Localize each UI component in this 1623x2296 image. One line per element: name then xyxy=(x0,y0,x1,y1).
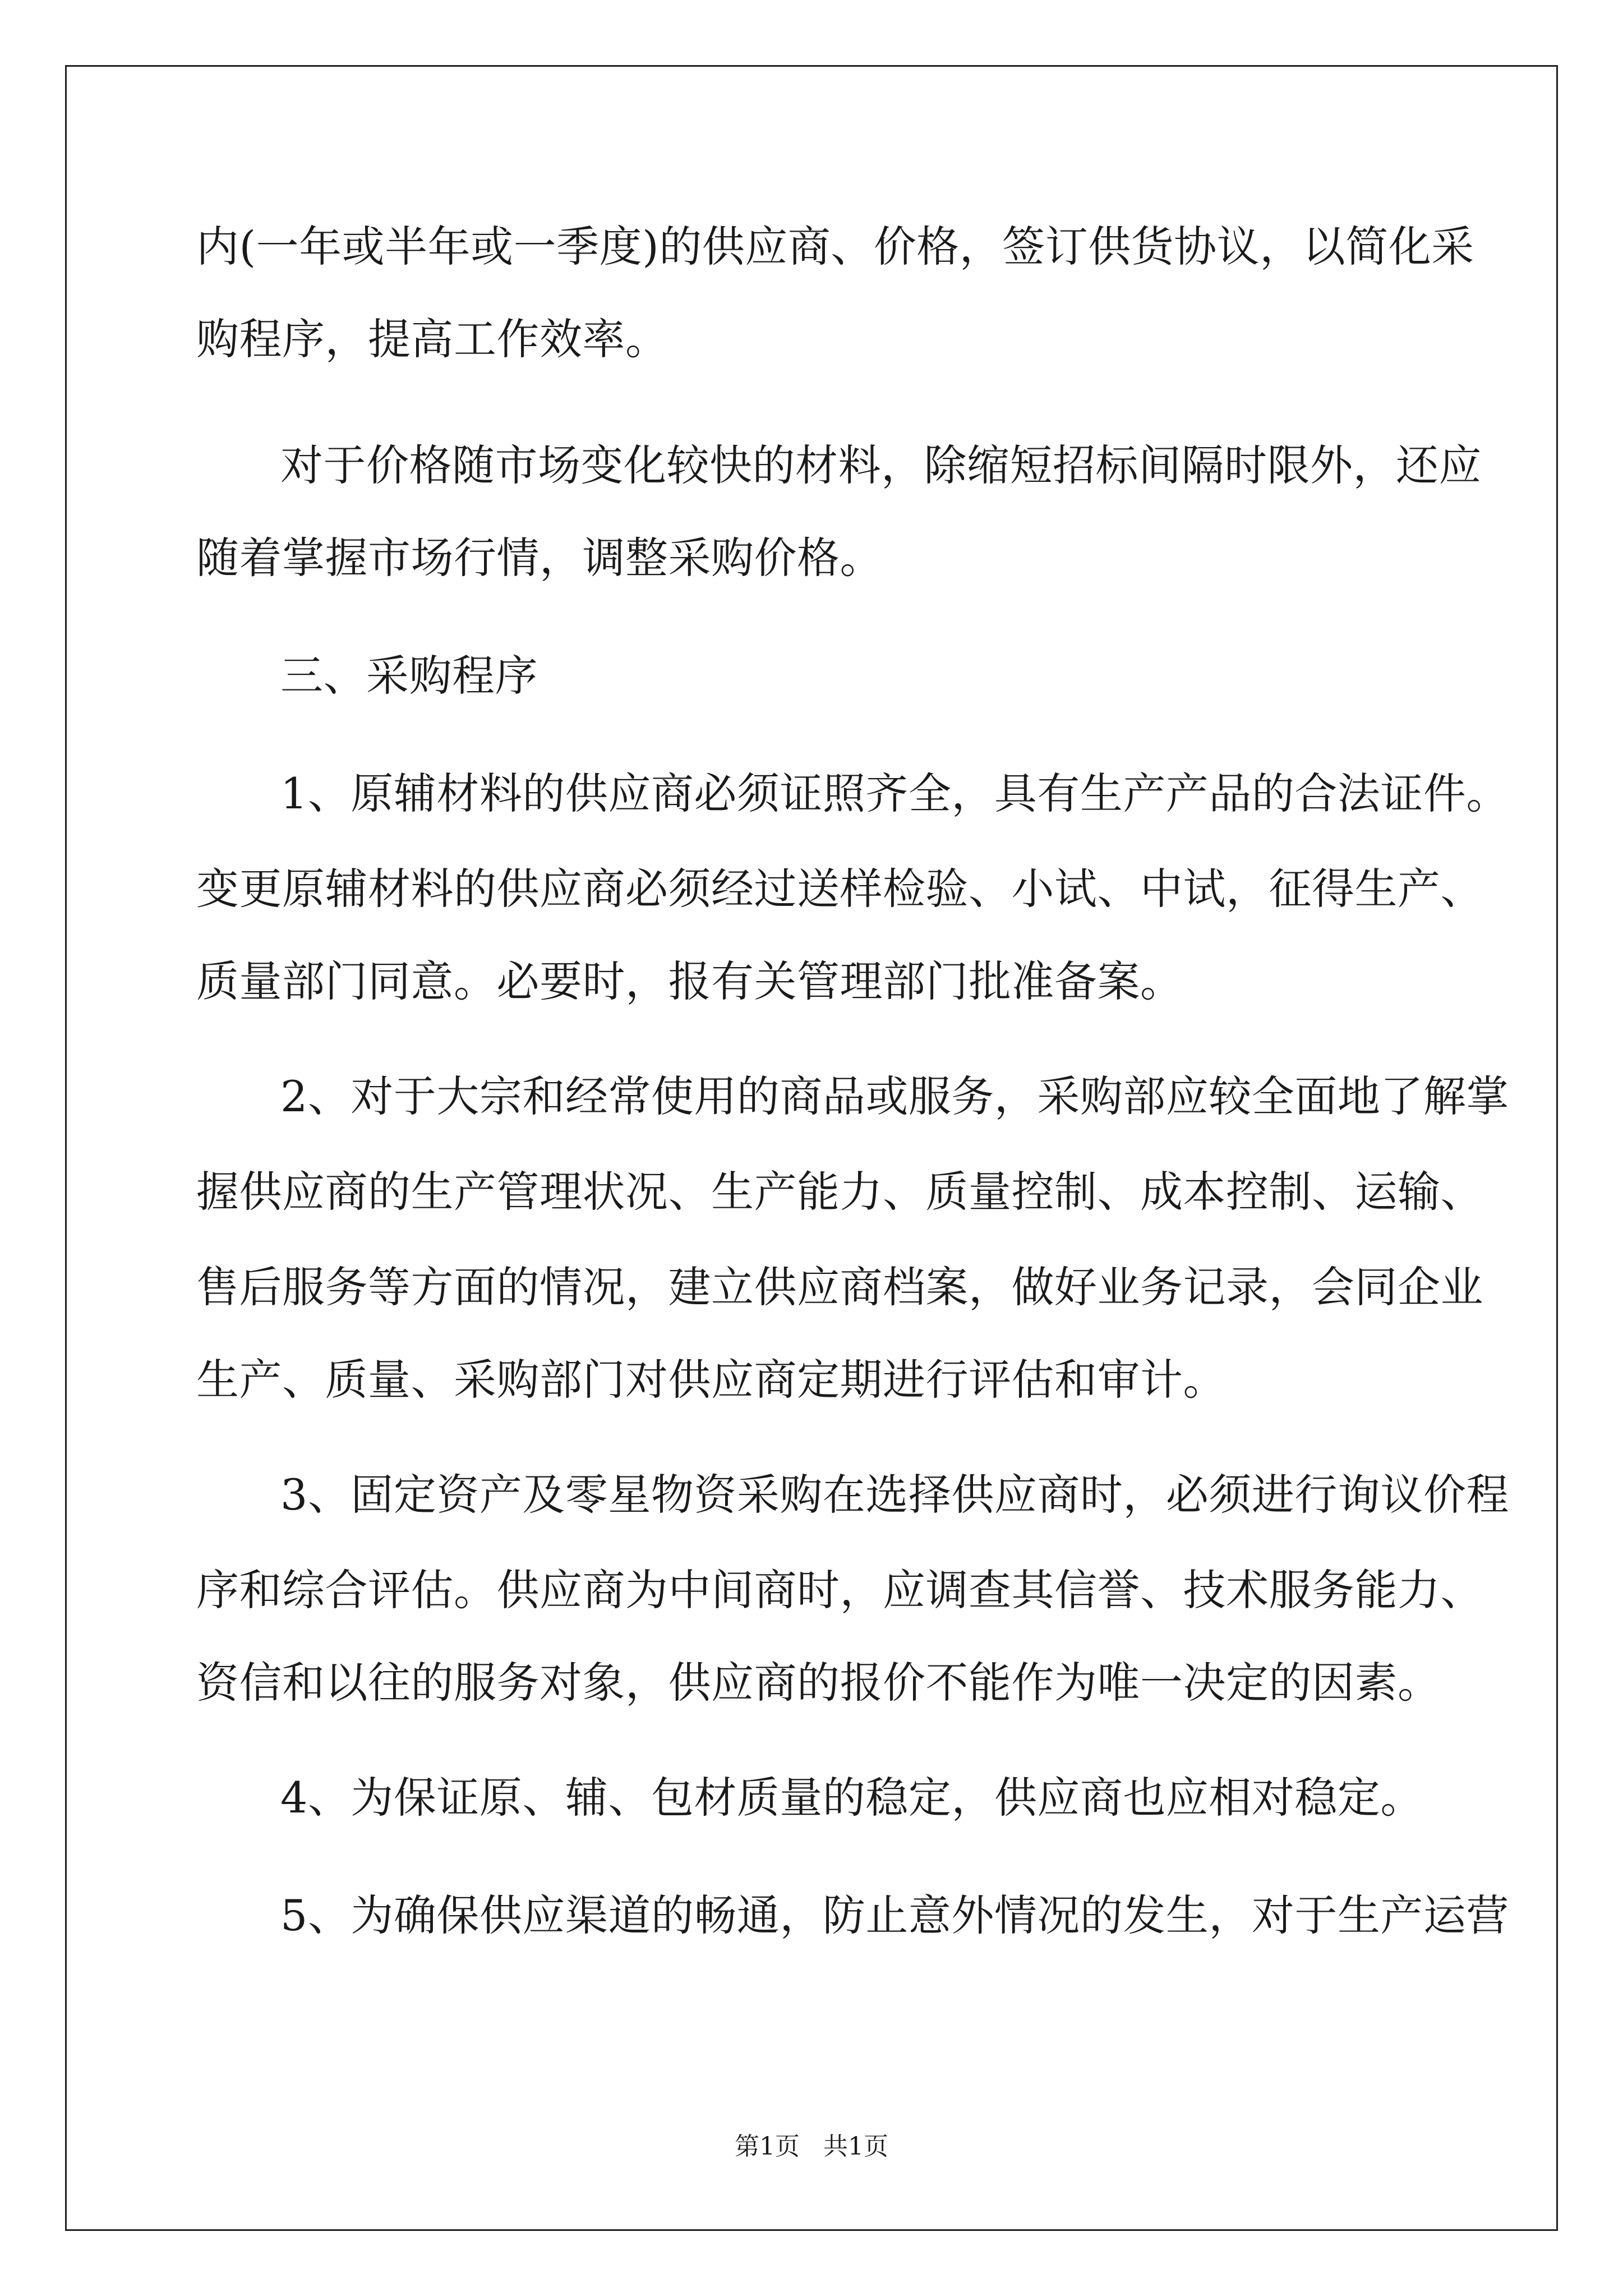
text-line: 3、固定资产及零星物资采购在选择供应商时，必须进行询议价程 xyxy=(280,1470,1509,1520)
text-line: 资信和以往的服务对象，供应商的报价不能作为唯一决定的因素。 xyxy=(196,1658,1441,1708)
text-line: 变更原辅材料的供应商必须经过送样检验、小试、中试，征得生产、 xyxy=(196,864,1483,914)
text-line: 序和综合评估。供应商为中间商时，应调查其信誉、技术服务能力、 xyxy=(196,1565,1483,1615)
text-line: 质量部门同意。必要时，报有关管理部门批准备案。 xyxy=(196,956,1183,1006)
text-line: 随着掌握市场行情，调整采购价格。 xyxy=(196,533,883,583)
section-heading: 三、采购程序 xyxy=(280,651,538,701)
text-line: 1、原辅材料的供应商必须证照齐全，具有生产产品的合法证件。 xyxy=(280,769,1509,818)
text-line: 对于价格随市场变化较快的材料，除缩短招标间隔时限外，还应 xyxy=(280,440,1482,490)
text-line: 2、对于大宗和经常使用的商品或服务，采购部应较全面地了解掌 xyxy=(280,1071,1509,1121)
text-line: 握供应商的生产管理状况、生产能力、质量控制、成本控制、运输、 xyxy=(196,1167,1483,1217)
text-line: 内(一年或半年或一季度)的供应商、价格，签订供货协议，以简化采 xyxy=(196,222,1474,272)
text-line: 售后服务等方面的情况，建立供应商档案，做好业务记录，会同企业 xyxy=(196,1262,1483,1312)
text-line: 5、为确保供应渠道的畅通，防止意外情况的发生，对于生产运营 xyxy=(280,1890,1509,1940)
text-line: 生产、质量、采购部门对供应商定期进行评估和审计。 xyxy=(196,1355,1226,1405)
page-number-footer: 第1页 共1页 xyxy=(735,2132,888,2161)
text-line: 购程序，提高工作效率。 xyxy=(196,314,668,364)
text-line: 4、为保证原、辅、包材质量的稳定，供应商也应相对稳定。 xyxy=(280,1773,1423,1823)
